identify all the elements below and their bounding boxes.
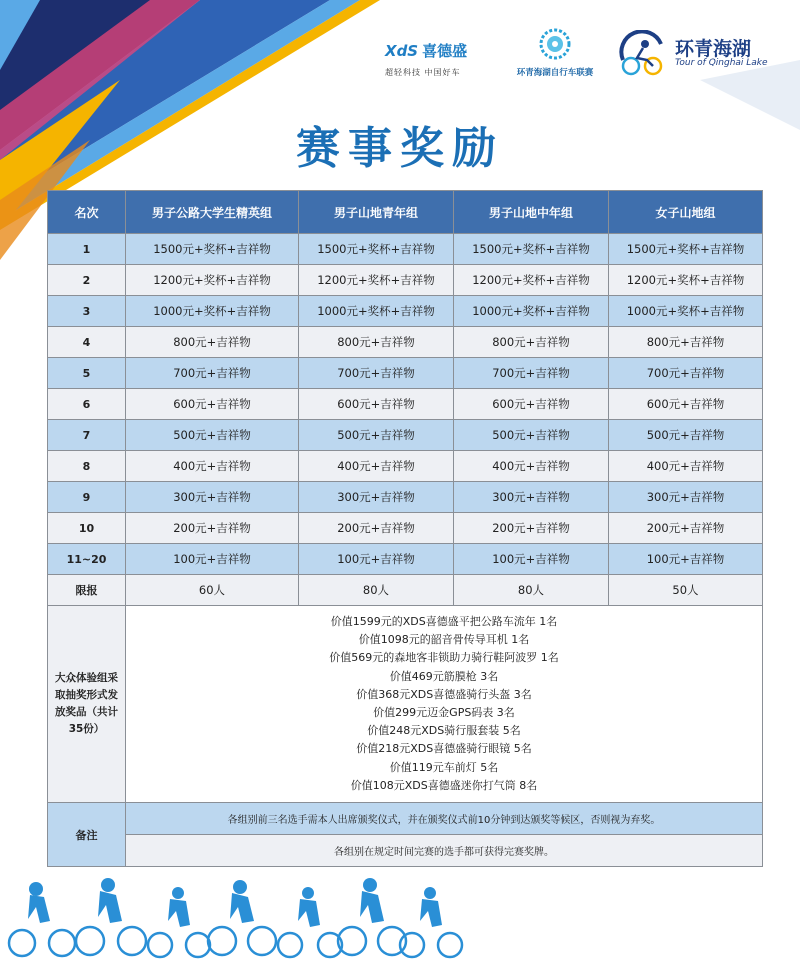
lottery-prize-item: 价值569元的森地客非锁助力骑行鞋阿波罗 1名 xyxy=(329,651,559,665)
prize-table xyxy=(47,190,763,867)
prize-cell: 600元+吉祥物 xyxy=(126,389,299,420)
table-row xyxy=(48,420,763,451)
note-text: 各组别在规定时间完赛的选手都可获得完赛奖牌。 xyxy=(126,835,763,867)
xds-tagline: 超轻科技 中国好车 xyxy=(385,68,461,77)
xds-brand-cn: 喜德盛 xyxy=(422,42,468,60)
prize-cell: 400元+吉祥物 xyxy=(454,451,609,482)
tour-logo xyxy=(617,30,787,80)
note-row xyxy=(48,835,763,867)
table-row xyxy=(48,482,763,513)
limit-cell: 80人 xyxy=(299,575,454,606)
prize-cell: 100元+吉祥物 xyxy=(609,544,763,575)
prize-cell: 1500元+奖杯+吉祥物 xyxy=(126,234,299,265)
xds-logo xyxy=(385,40,495,78)
rank-cell: 8 xyxy=(48,451,126,482)
prize-cell: 700元+吉祥物 xyxy=(299,358,454,389)
rank-cell: 1 xyxy=(48,234,126,265)
prize-cell: 1500元+奖杯+吉祥物 xyxy=(609,234,763,265)
prize-cell: 300元+吉祥物 xyxy=(609,482,763,513)
rank-cell: 4 xyxy=(48,327,126,358)
header-mtb-middle: 男子山地中年组 xyxy=(454,191,609,234)
prize-cell: 1000元+奖杯+吉祥物 xyxy=(299,296,454,327)
prize-cell: 800元+吉祥物 xyxy=(609,327,763,358)
prize-cell: 500元+吉祥物 xyxy=(454,420,609,451)
header-rank: 名次 xyxy=(48,191,126,234)
xds-brand-text: XdS xyxy=(385,42,419,60)
lottery-prize-item: 价值108元XDS喜德盛迷你打气筒 8名 xyxy=(350,778,538,792)
prize-cell: 1200元+奖杯+吉祥物 xyxy=(454,265,609,296)
cyclists-illustration xyxy=(0,871,800,961)
table-row xyxy=(48,234,763,265)
prize-cell: 100元+吉祥物 xyxy=(454,544,609,575)
lottery-prize-list xyxy=(126,606,763,803)
rank-cell: 10 xyxy=(48,513,126,544)
prize-cell: 300元+吉祥物 xyxy=(299,482,454,513)
rank-cell: 7 xyxy=(48,420,126,451)
lottery-prize-item: 价值1599元的XDS喜德盛平把公路车流年 1名 xyxy=(330,615,558,628)
tour-name-en: Tour of Qinghai Lake xyxy=(675,58,768,68)
prize-cell: 400元+吉祥物 xyxy=(609,451,763,482)
prize-cell: 200元+吉祥物 xyxy=(609,513,763,544)
limit-row xyxy=(48,575,763,606)
prize-cell: 700元+吉祥物 xyxy=(609,358,763,389)
cyclist-logo-icon xyxy=(617,30,669,78)
prize-cell: 1000元+奖杯+吉祥物 xyxy=(454,296,609,327)
prize-cell: 1500元+奖杯+吉祥物 xyxy=(299,234,454,265)
table-row xyxy=(48,451,763,482)
prize-cell: 700元+吉祥物 xyxy=(126,358,299,389)
rank-cell: 11~20 xyxy=(48,544,126,575)
rank-cell: 3 xyxy=(48,296,126,327)
prize-cell: 800元+吉祥物 xyxy=(454,327,609,358)
limit-cell: 60人 xyxy=(126,575,299,606)
limit-cell: 80人 xyxy=(454,575,609,606)
lottery-prize-item: 价值299元迈金GPS码表 3名 xyxy=(373,706,515,720)
prize-cell: 1000元+奖杯+吉祥物 xyxy=(126,296,299,327)
prize-cell: 500元+吉祥物 xyxy=(126,420,299,451)
header-women-mtb: 女子山地组 xyxy=(609,191,763,234)
prize-cell: 1200元+奖杯+吉祥物 xyxy=(299,265,454,296)
sponsor-logos xyxy=(385,30,785,90)
league-flower-icon xyxy=(525,22,585,62)
prize-cell: 600元+吉祥物 xyxy=(299,389,454,420)
prize-cell: 700元+吉祥物 xyxy=(454,358,609,389)
rank-cell: 2 xyxy=(48,265,126,296)
note-label: 备注 xyxy=(48,803,126,867)
prize-cell: 600元+吉祥物 xyxy=(454,389,609,420)
table-header-row xyxy=(48,191,763,234)
note-row xyxy=(48,803,763,835)
lottery-row xyxy=(48,606,763,803)
prize-cell: 500元+吉祥物 xyxy=(609,420,763,451)
prize-cell: 600元+吉祥物 xyxy=(609,389,763,420)
lottery-prize-item: 价值119元车前灯 5名 xyxy=(389,760,499,774)
lottery-prize-item: 价值368元XDS喜德盛骑行头盔 3名 xyxy=(356,687,532,701)
table-row xyxy=(48,358,763,389)
prize-cell: 1500元+奖杯+吉祥物 xyxy=(454,234,609,265)
prize-cell: 1200元+奖杯+吉祥物 xyxy=(126,265,299,296)
lottery-label: 大众体验组采取抽奖形式发放奖品（共计35份） xyxy=(48,606,126,803)
prize-cell: 400元+吉祥物 xyxy=(126,451,299,482)
prize-cell: 1200元+奖杯+吉祥物 xyxy=(609,265,763,296)
prize-cell: 500元+吉祥物 xyxy=(299,420,454,451)
league-name: 环青海湖自行车联赛 xyxy=(516,68,594,78)
prize-cell: 100元+吉祥物 xyxy=(126,544,299,575)
lottery-prize-item: 价值469元筋膜枪 3名 xyxy=(389,669,499,683)
prize-cell: 200元+吉祥物 xyxy=(454,513,609,544)
rank-cell: 6 xyxy=(48,389,126,420)
header-mtb-youth: 男子山地青年组 xyxy=(299,191,454,234)
prize-cell: 100元+吉祥物 xyxy=(299,544,454,575)
lottery-prize-item: 价值1098元的韶音骨传导耳机 1名 xyxy=(358,633,530,647)
note-text: 各组别前三名选手需本人出席颁奖仪式，并在颁奖仪式前10分钟到达颁奖等候区，否则视为弃奖。 xyxy=(126,803,763,835)
tour-name-cn: 环青海湖 xyxy=(675,38,752,60)
rank-cell: 9 xyxy=(48,482,126,513)
prize-cell: 200元+吉祥物 xyxy=(126,513,299,544)
prize-cell: 200元+吉祥物 xyxy=(299,513,454,544)
lottery-prize-item: 价值218元XDS喜德盛骑行眼镜 5名 xyxy=(356,742,532,756)
prize-cell: 300元+吉祥物 xyxy=(126,482,299,513)
lottery-prize-item: 价值248元XDS骑行服套装 5名 xyxy=(367,724,521,738)
header-road-elite: 男子公路大学生精英组 xyxy=(126,191,299,234)
prize-cell: 300元+吉祥物 xyxy=(454,482,609,513)
limit-cell: 50人 xyxy=(609,575,763,606)
page-title: 赛事奖励 xyxy=(296,123,504,174)
prize-cell: 1000元+奖杯+吉祥物 xyxy=(609,296,763,327)
table-row xyxy=(48,327,763,358)
table-row xyxy=(48,544,763,575)
table-row xyxy=(48,265,763,296)
league-logo xyxy=(505,22,605,78)
prize-cell: 800元+吉祥物 xyxy=(126,327,299,358)
limit-label: 限报 xyxy=(48,575,126,606)
rank-cell: 5 xyxy=(48,358,126,389)
table-row xyxy=(48,296,763,327)
prize-cell: 800元+吉祥物 xyxy=(299,327,454,358)
table-row xyxy=(48,389,763,420)
table-row xyxy=(48,513,763,544)
prize-cell: 400元+吉祥物 xyxy=(299,451,454,482)
